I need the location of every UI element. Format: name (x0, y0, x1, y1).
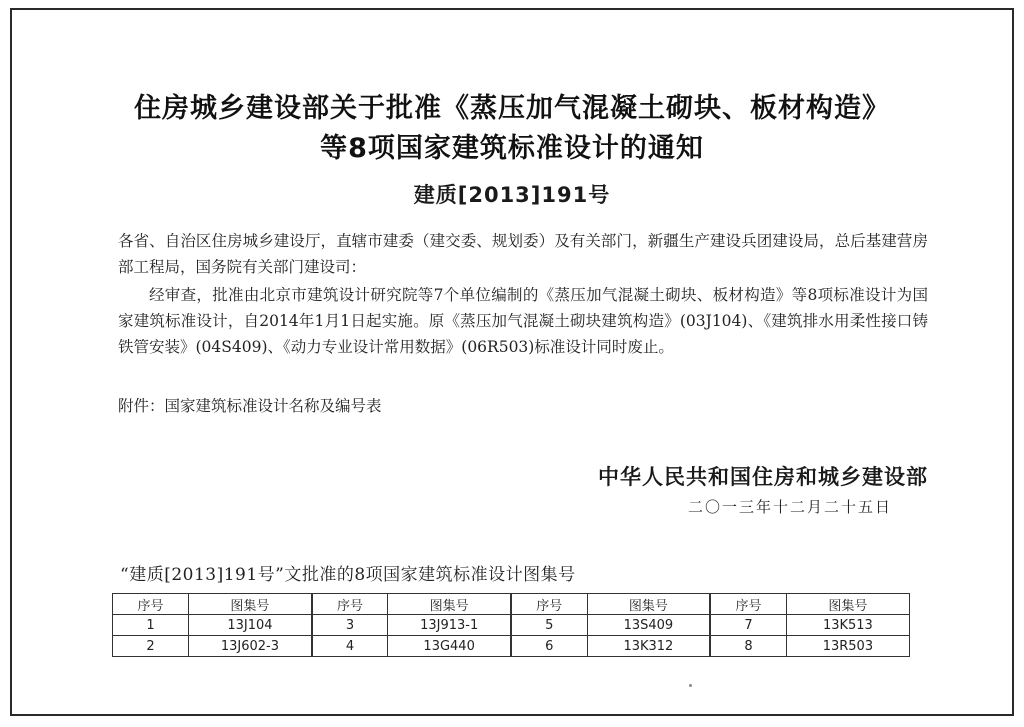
serial-cell: 1 (113, 615, 189, 636)
serial-cell: 4 (312, 636, 388, 657)
atlas-number-cell: 13J913-1 (388, 615, 511, 636)
serial-cell: 5 (511, 615, 587, 636)
header-serial: 序号 (710, 594, 786, 615)
notice-title-line-1: 住房城乡建设部关于批准《蒸压加气混凝土砌块、板材构造》 (134, 93, 890, 124)
body-paragraph: 经审查，批准由北京市建筑设计研究院等7个单位编制的《蒸压加气混凝土砌块、板材构造》等8项标准设计为国家建筑标准设计，自2014年1月1日起实施。原《蒸压加气混凝土砌块建筑构造》(03J104)、《建筑排水用柔性接口铸铁管安装》(04S409)、《动力专业设计常用数据》(06R503)标准设计同时废止。 (118, 286, 928, 356)
table-caption: “建质[2013]191号”文批准的8项国家建筑标准设计图集号 (120, 565, 576, 585)
notice-title-line-2: 等8项国家建筑标准设计的通知 (320, 133, 704, 164)
scan-speck (689, 684, 692, 687)
serial-cell: 3 (312, 615, 388, 636)
issuing-authority: 中华人民共和国住房和城乡建设部 (598, 465, 928, 489)
issue-date: 二〇一三年十二月二十五日 (687, 498, 892, 516)
attachment-line: 附件：国家建筑标准设计名称及编号表 (118, 397, 382, 415)
serial-cell: 6 (511, 636, 587, 657)
atlas-number-cell: 13J602-3 (189, 636, 312, 657)
document-number: 建质[2013]191号 (413, 183, 611, 207)
standards-table (112, 593, 910, 657)
serial-cell: 8 (710, 636, 786, 657)
serial-cell: 7 (710, 615, 786, 636)
atlas-number-cell: 13J104 (189, 615, 312, 636)
atlas-number-cell: 13S409 (587, 615, 710, 636)
header-serial: 序号 (113, 594, 189, 615)
atlas-number-cell: 13K312 (587, 636, 710, 657)
atlas-number-cell: 13G440 (388, 636, 511, 657)
table-row (113, 636, 910, 657)
table-row (113, 615, 910, 636)
header-serial: 序号 (511, 594, 587, 615)
atlas-number-cell: 13K513 (786, 615, 909, 636)
table-header-row (113, 594, 910, 615)
header-serial: 序号 (312, 594, 388, 615)
header-atlas-number: 图集号 (388, 594, 511, 615)
header-atlas-number: 图集号 (189, 594, 312, 615)
addressees-paragraph: 各省、自治区住房城乡建设厅，直辖市建委（建交委、规划委）及有关部门，新疆生产建设兵团建设局，总后基建营房部工程局，国务院有关部门建设司： (118, 232, 928, 276)
header-atlas-number: 图集号 (786, 594, 909, 615)
serial-cell: 2 (113, 636, 189, 657)
atlas-number-cell: 13R503 (786, 636, 909, 657)
header-atlas-number: 图集号 (587, 594, 710, 615)
